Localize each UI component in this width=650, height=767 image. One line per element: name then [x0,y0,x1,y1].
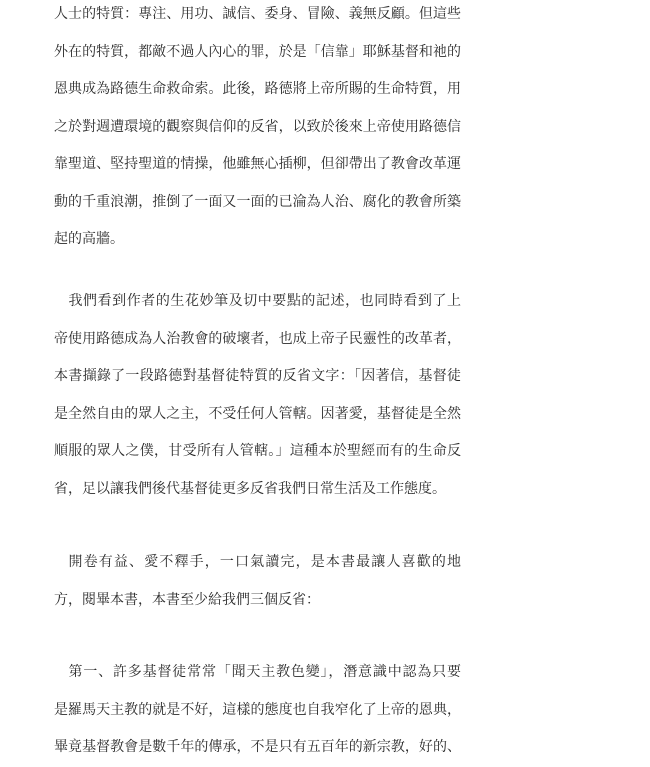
text-line: 本書擷錄了一段路德對基督徒特質的反省文字：「因著信，基督徒 [54,368,461,384]
text-line: 方，閱畢本書，本書至少給我們三個反省： [54,591,320,608]
paragraph-author-writing [54,283,461,508]
text-line: 動的千重浪潮，推倒了一面又一面的已淪為人治、腐化的教會所築 [54,193,461,210]
text-line: 省，足以讓我們後代基督徒更多反省我們日常生活及工作態度。 [54,480,446,497]
text-line: 第一、許多基督徒常常「聞天主教色變」，潛意識中認為只要 [68,664,461,680]
paragraph-luther-traits [54,0,461,259]
text-line: 順服的眾人之僕，甘受所有人管轄。」這種本於聖經而有的生命反 [54,443,461,459]
text-line: 人士的特質：專注、用功、誠信、委身、冒險、義無反顧。但這些 [54,6,461,22]
text-line: 畢竟基督教會是數千年的傳承，不是只有五百年的新宗教，好的、 [54,739,461,755]
text-line: 是羅馬天主教的就是不好，這樣的態度也自我窄化了上帝的恩典， [54,701,461,718]
text-line: 外在的特質，都敵不過人內心的罪，於是「信靠」耶穌基督和祂的 [54,43,461,60]
text-line: 帝使用路德成為人治教會的破壞者，也成上帝子民靈性的改革者， [54,330,461,347]
text-line: 恩典成為路德生命救命索。此後，路德將上帝所賜的生命特質，用 [54,81,461,97]
text-line: 開卷有益、愛不釋手，一口氣讀完，是本書最讓人喜歡的地 [68,554,461,570]
paragraph-three-reflections [54,544,461,619]
text-line: 之於對週遭環境的觀察與信仰的反省，以致於後來上帝使用路德信 [54,118,461,135]
text-line: 我們看到作者的生花妙筆及切中要點的記述，也同時看到了上 [68,293,461,309]
text-line: 靠聖道、堅持聖道的情操，他雖無心插柳，但卻帶出了教會改革運 [54,156,461,172]
text-line: 起的高牆。 [54,231,124,247]
text-line: 是全然自由的眾人之主，不受任何人管轄。因著愛，基督徒是全然 [54,405,461,422]
